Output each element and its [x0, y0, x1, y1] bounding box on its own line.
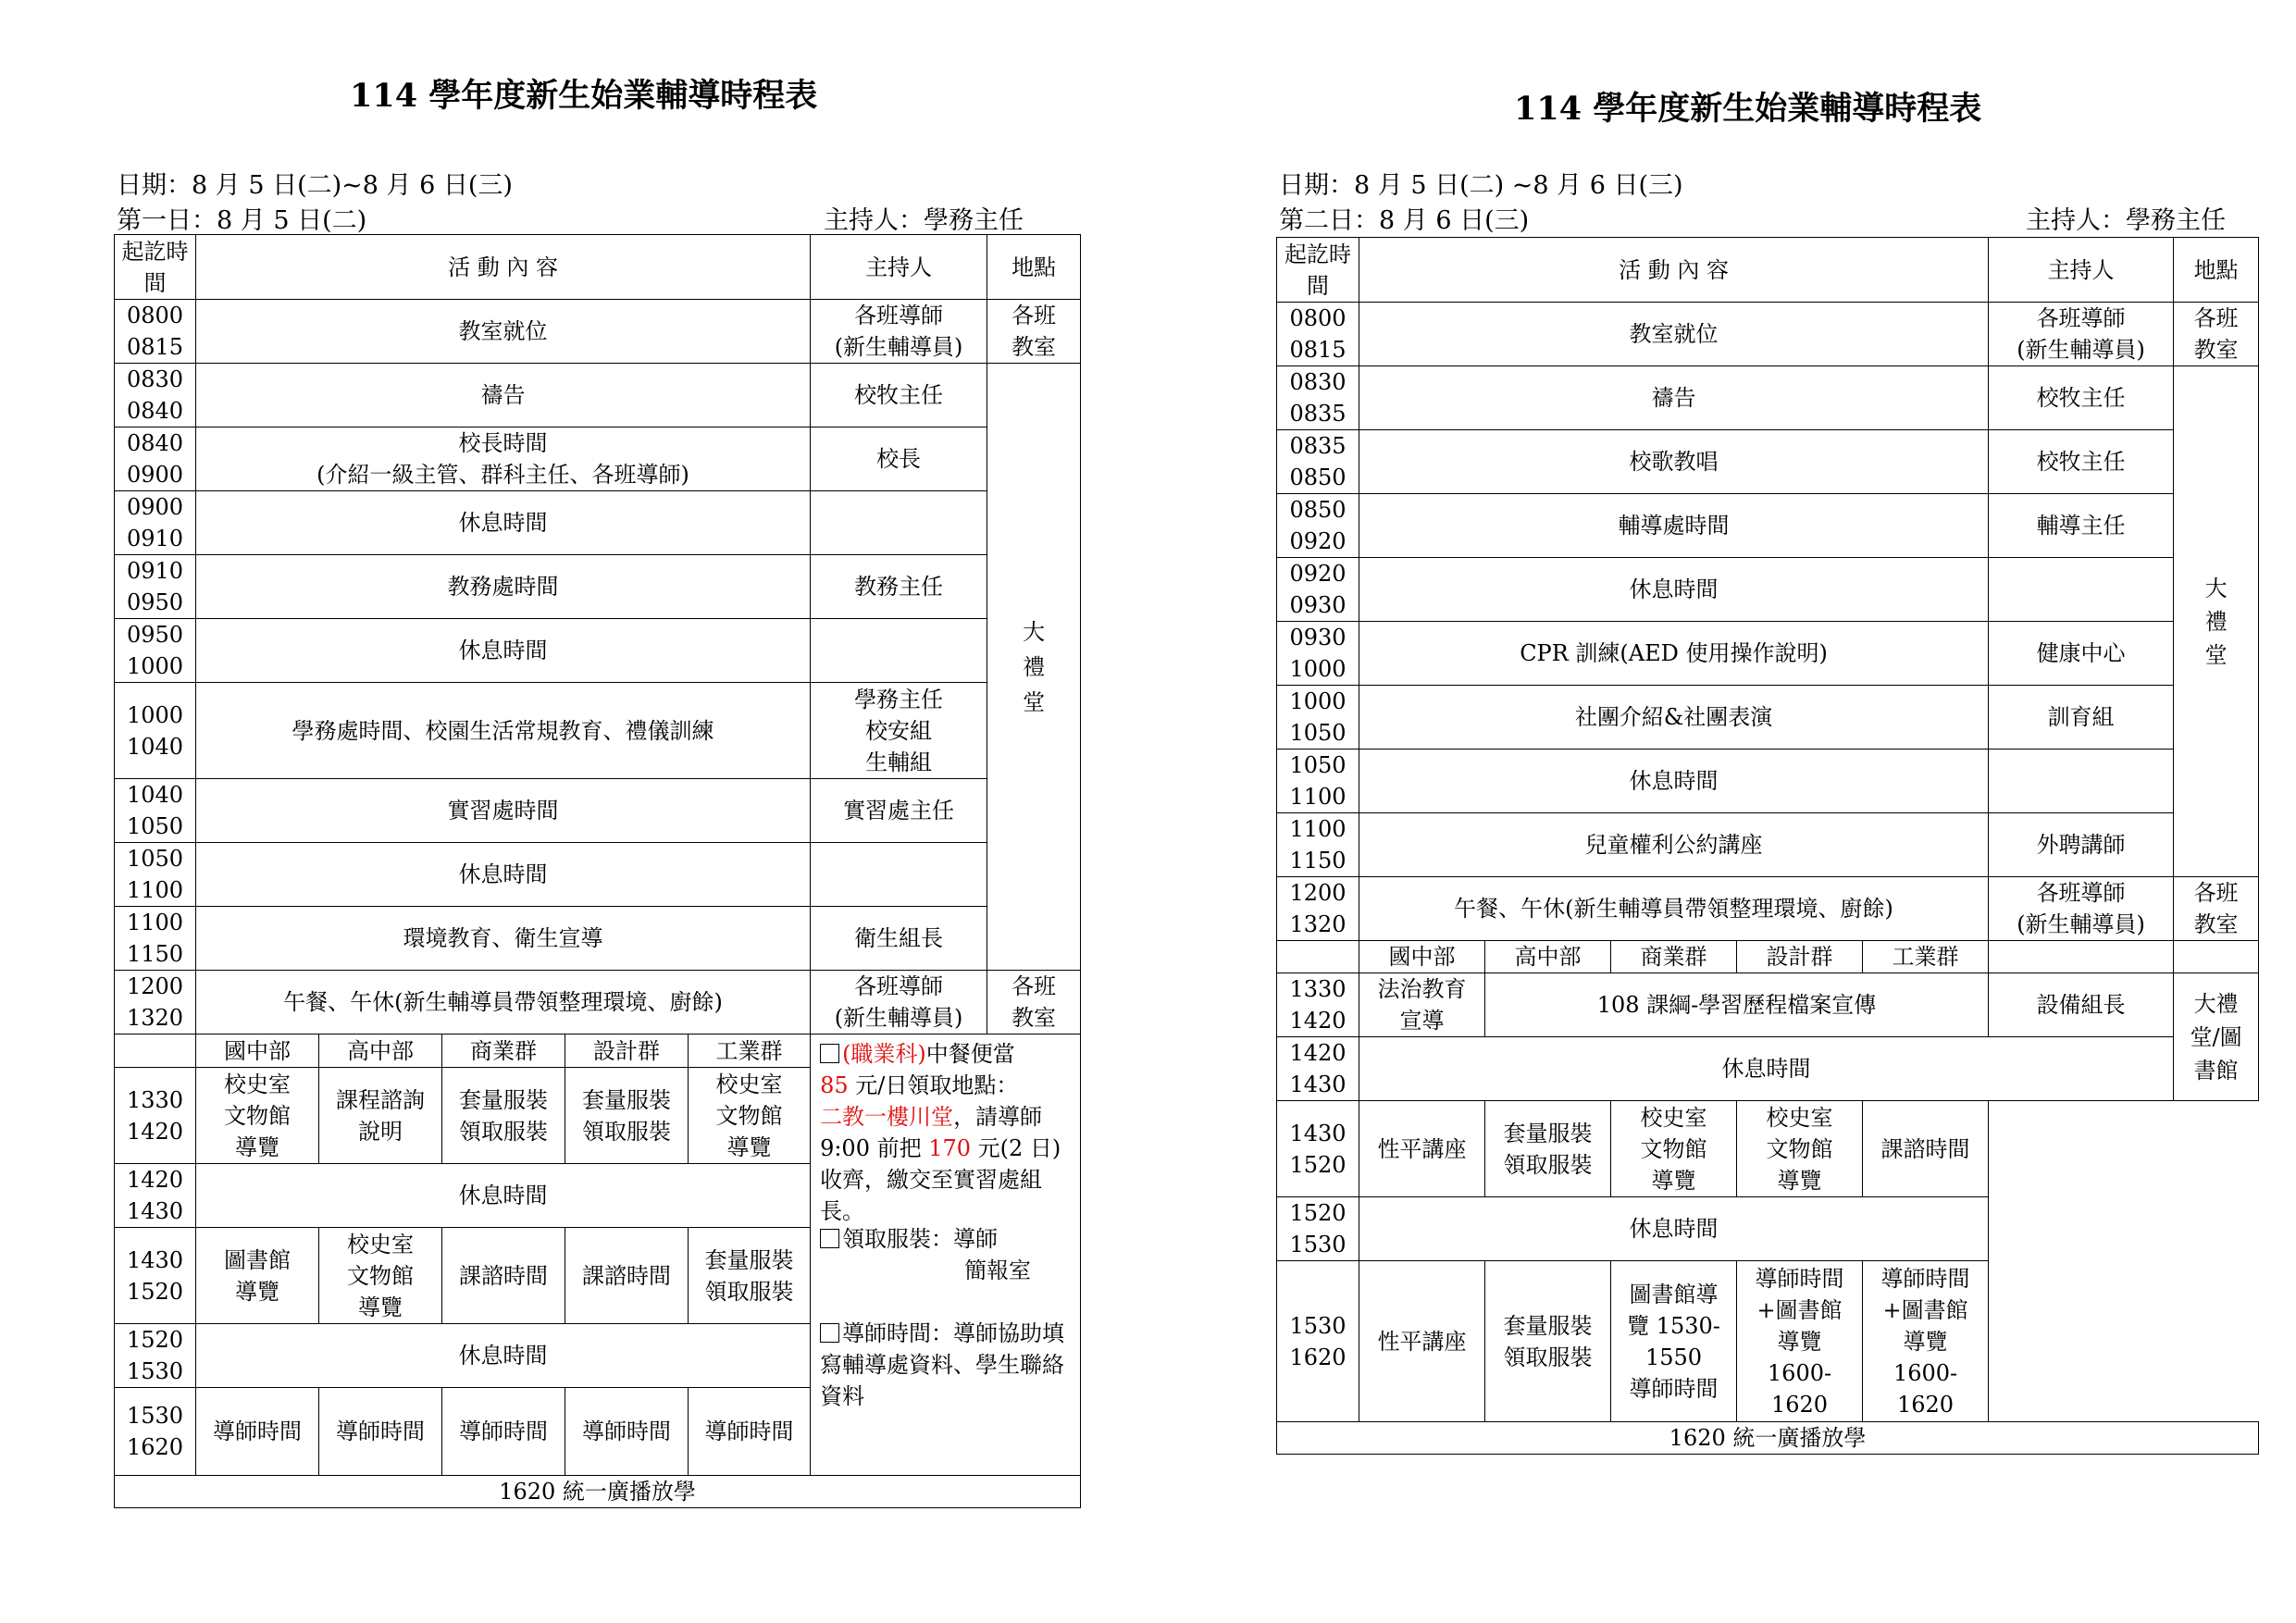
table-row — [1277, 877, 2259, 941]
footer-row — [115, 1476, 1081, 1508]
header-time: 起訖時間 — [1277, 238, 1359, 303]
day1-date-line: 日期：8 月 5 日(二)~8 月 6 日(三) — [117, 171, 513, 200]
checkbox-icon — [820, 1323, 839, 1343]
host-cell: 各班導師 (新生輔導員) — [1989, 303, 2174, 366]
group-activity-cell: 導師時間 — [565, 1388, 689, 1476]
group-activity-cell: 導師時間 — [442, 1388, 565, 1476]
table-header-row — [115, 235, 1081, 300]
group-header: 設計群 — [1737, 941, 1863, 973]
host-cell: 校牧主任 — [1989, 430, 2174, 494]
group-corner-cell — [115, 1035, 196, 1068]
group-activity-cell: 圖書館 導覽 — [196, 1228, 319, 1324]
table-row — [1277, 1101, 2259, 1197]
group-activity-cell: 導師時間 — [689, 1388, 811, 1476]
header-content: 活 動 內 容 — [196, 235, 811, 300]
group-activity-cell: 套量服裝 領取服裝 — [565, 1068, 689, 1164]
host-cell: 各班導師 (新生輔導員) — [811, 300, 987, 364]
group-activity-cell: 性平講座 — [1359, 1101, 1485, 1197]
group-header: 高中部 — [1485, 941, 1611, 973]
host-cell: 校牧主任 — [1989, 366, 2174, 430]
group-header: 工業群 — [689, 1035, 811, 1068]
table-row — [115, 683, 1081, 779]
group-header: 設計群 — [565, 1035, 689, 1068]
table-row — [1277, 558, 2259, 622]
group-activity-cell: 校史室 文物館 導覽 — [689, 1068, 811, 1164]
group-header: 國中部 — [1359, 941, 1485, 973]
group-activity-cell: 導師時間 +圖書館 導覽 1600- 1620 — [1863, 1261, 1989, 1422]
group-activity-cell: 導師時間 +圖書館 導覽 1600- 1620 — [1737, 1261, 1863, 1422]
header-content: 活 動 內 容 — [1359, 238, 1989, 303]
table-row — [115, 619, 1081, 683]
host-cell — [1989, 558, 2174, 622]
activity-cell: 休息時間 — [196, 843, 811, 907]
checkbox-icon — [820, 1044, 839, 1063]
group-header: 高中部 — [319, 1035, 442, 1068]
table-row — [115, 555, 1081, 619]
activity-cell: 休息時間 — [1359, 750, 1989, 813]
place-cell: 大禮 堂/圖 書館 — [2174, 973, 2259, 1101]
table-row — [115, 300, 1081, 364]
group-header: 商業群 — [442, 1035, 565, 1068]
time-cell: 1000 1050 — [1277, 686, 1359, 750]
time-cell: 1330 1420 — [1277, 973, 1359, 1037]
activity-cell: 休息時間 — [196, 1164, 811, 1228]
host-cell: 各班導師 (新生輔導員) — [1989, 877, 2174, 941]
host-cell: 輔導主任 — [1989, 494, 2174, 558]
host-cell: 設備組長 — [1989, 973, 2174, 1037]
activity-cell: 學務處時間、校園生活常規教育、禮儀訓練 — [196, 683, 811, 779]
table-row — [115, 491, 1081, 555]
day2-date-line: 日期：8 月 5 日(二) ~8 月 6 日(三) — [1279, 171, 1683, 200]
time-cell: 1200 1320 — [115, 971, 196, 1035]
activity-cell: 休息時間 — [196, 491, 811, 555]
host-cell: 校長 — [811, 427, 987, 491]
activity-cell: 環境教育、衛生宣導 — [196, 907, 811, 971]
time-cell: 1050 1100 — [115, 843, 196, 907]
group-activity-cell: 套量服裝 領取服裝 — [442, 1068, 565, 1164]
day2-host-line: 主持人：學務主任 — [2026, 206, 2226, 235]
activity-cell: 校長時間 (介紹一級主管、群科主任、各班導師) — [196, 427, 811, 491]
activity-cell: 108 課綱-學習歷程檔案宣傳 — [1485, 973, 1989, 1037]
activity-cell: 禱告 — [196, 364, 811, 427]
table-row — [1277, 973, 2259, 1037]
time-cell: 1420 1430 — [115, 1164, 196, 1228]
blank-area — [1989, 1101, 2259, 1422]
activity-cell: 休息時間 — [1359, 558, 1989, 622]
activity-cell: 午餐、午休(新生輔導員帶領整理環境、廚餘) — [196, 971, 811, 1035]
group-header: 國中部 — [196, 1035, 319, 1068]
day2-day-line: 第二日：8 月 6 日(三) — [1279, 206, 1530, 235]
header-host: 主持人 — [1989, 238, 2174, 303]
time-cell: 1520 1530 — [115, 1324, 196, 1388]
group-activity-cell: 校史室 文物館 導覽 — [1737, 1101, 1863, 1197]
empty-cell — [2174, 941, 2259, 973]
group-activity-cell: 套量服裝 領取服裝 — [1485, 1101, 1611, 1197]
table-row — [1277, 430, 2259, 494]
group-activity-cell: 校史室 文物館 導覽 — [319, 1228, 442, 1324]
place-cell: 各班 教室 — [2174, 303, 2259, 366]
place-cell: 各班 教室 — [987, 971, 1081, 1035]
group-header-row — [1277, 941, 2259, 973]
place-cell: 各班 教室 — [987, 300, 1081, 364]
table-row — [115, 907, 1081, 971]
time-cell: 0830 0835 — [1277, 366, 1359, 430]
table-row — [1277, 303, 2259, 366]
host-cell: 校牧主任 — [811, 364, 987, 427]
day2-title: 114 學年度新生始業輔導時程表 — [1514, 90, 1982, 128]
group-header: 商業群 — [1611, 941, 1737, 973]
header-place: 地點 — [987, 235, 1081, 300]
time-cell: 0850 0920 — [1277, 494, 1359, 558]
time-cell: 1330 1420 — [115, 1068, 196, 1164]
big-hall-place-cell: 大 禮 堂 — [987, 364, 1081, 971]
activity-cell: 校歌教唱 — [1359, 430, 1989, 494]
table-row — [115, 427, 1081, 491]
header-time: 起訖時間 — [115, 235, 196, 300]
group-activity-cell: 圖書館導 覽 1530- 1550 導師時間 — [1611, 1261, 1737, 1422]
footer-cell: 1620 統一廣播放學 — [1277, 1422, 2259, 1455]
uniform-note: 領取服裝：導師 簡報室 — [820, 1223, 1071, 1318]
place-cell: 各班 教室 — [2174, 877, 2259, 941]
time-cell: 1530 1620 — [1277, 1261, 1359, 1422]
time-cell: 1530 1620 — [115, 1388, 196, 1476]
group-header: 工業群 — [1863, 941, 1989, 973]
host-cell — [811, 843, 987, 907]
time-cell: 1050 1100 — [1277, 750, 1359, 813]
table-header-row — [1277, 238, 2259, 303]
day1-day-line: 第一日：8 月 5 日(二) — [117, 206, 367, 235]
big-hall-place-cell: 大 禮 堂 — [2174, 366, 2259, 877]
host-cell: 訓育組 — [1989, 686, 2174, 750]
day1-host-line: 主持人：學務主任 — [824, 206, 1024, 235]
group-activity-cell: 課諮時間 — [1863, 1101, 1989, 1197]
header-host: 主持人 — [811, 235, 987, 300]
activity-cell: 休息時間 — [196, 619, 811, 683]
time-cell: 0800 0815 — [115, 300, 196, 364]
host-cell — [1989, 750, 2174, 813]
group-activity-cell: 課諮時間 — [565, 1228, 689, 1324]
day2-schedule-table — [1276, 237, 2259, 1455]
time-cell: 1100 1150 — [1277, 813, 1359, 877]
homeroom-note: 導師時間：導師協助填寫輔導處資料、學生聯絡資料 — [820, 1320, 1065, 1409]
notes-cell — [811, 1035, 1081, 1476]
host-cell: 外聘講師 — [1989, 813, 2174, 877]
time-cell: 1430 1520 — [115, 1228, 196, 1324]
table-row — [1277, 622, 2259, 686]
activity-cell: 兒童權利公約講座 — [1359, 813, 1989, 877]
table-row — [1277, 1037, 2259, 1101]
time-cell: 1000 1040 — [115, 683, 196, 779]
table-row — [1277, 494, 2259, 558]
footer-row — [1277, 1422, 2259, 1455]
activity-cell: 休息時間 — [196, 1324, 811, 1388]
footer-cell: 1620 統一廣播放學 — [115, 1476, 1081, 1508]
checkbox-icon — [820, 1229, 839, 1248]
lunch-note: (職業科)中餐便當 85 元/日領取地點： 二教一樓川堂，請導師 9:00 前把 170 元(2 日)收齊，繳交至實習處組長。 — [820, 1041, 1061, 1224]
activity-cell: 休息時間 — [1359, 1037, 2174, 1101]
group-activity-cell: 校史室 文物館 導覽 — [196, 1068, 319, 1164]
group-corner-cell — [1277, 941, 1359, 973]
activity-cell: 休息時間 — [1359, 1197, 1989, 1261]
day1-schedule-table — [114, 234, 1081, 1508]
group-activity-cell: 法治教育 宣導 — [1359, 973, 1485, 1037]
activity-cell: 教務處時間 — [196, 555, 811, 619]
table-row — [115, 843, 1081, 907]
activity-cell: CPR 訓練(AED 使用操作說明) — [1359, 622, 1989, 686]
time-cell: 1420 1430 — [1277, 1037, 1359, 1101]
host-cell — [811, 619, 987, 683]
table-row — [1277, 366, 2259, 430]
activity-cell: 輔導處時間 — [1359, 494, 1989, 558]
time-cell: 1520 1530 — [1277, 1197, 1359, 1261]
activity-cell: 社團介紹&社團表演 — [1359, 686, 1989, 750]
group-activity-cell: 套量服裝 領取服裝 — [1485, 1261, 1611, 1422]
host-cell: 實習處主任 — [811, 779, 987, 843]
table-row — [115, 364, 1081, 427]
time-cell: 0900 0910 — [115, 491, 196, 555]
host-cell: 衛生組長 — [811, 907, 987, 971]
group-activity-cell: 導師時間 — [196, 1388, 319, 1476]
activity-cell: 禱告 — [1359, 366, 1989, 430]
host-cell: 各班導師 (新生輔導員) — [811, 971, 987, 1035]
host-cell: 學務主任 校安組 生輔組 — [811, 683, 987, 779]
host-cell — [811, 491, 987, 555]
empty-cell — [1989, 941, 2174, 973]
day1-title: 114 學年度新生始業輔導時程表 — [350, 77, 818, 115]
group-activity-cell: 課諮時間 — [442, 1228, 565, 1324]
activity-cell: 實習處時間 — [196, 779, 811, 843]
time-cell: 0930 1000 — [1277, 622, 1359, 686]
group-header-row — [115, 1035, 1081, 1068]
table-row — [115, 971, 1081, 1035]
time-cell: 1200 1320 — [1277, 877, 1359, 941]
time-cell: 0835 0850 — [1277, 430, 1359, 494]
activity-cell: 教室就位 — [1359, 303, 1989, 366]
time-cell: 0840 0900 — [115, 427, 196, 491]
table-row — [1277, 750, 2259, 813]
time-cell: 0830 0840 — [115, 364, 196, 427]
host-cell: 教務主任 — [811, 555, 987, 619]
time-cell: 1100 1150 — [115, 907, 196, 971]
table-row — [1277, 686, 2259, 750]
time-cell: 1430 1520 — [1277, 1101, 1359, 1197]
header-place: 地點 — [2174, 238, 2259, 303]
activity-cell: 教室就位 — [196, 300, 811, 364]
activity-cell: 午餐、午休(新生輔導員帶領整理環境、廚餘) — [1359, 877, 1989, 941]
group-activity-cell: 導師時間 — [319, 1388, 442, 1476]
time-cell: 0910 0950 — [115, 555, 196, 619]
table-row — [115, 779, 1081, 843]
time-cell: 1040 1050 — [115, 779, 196, 843]
group-activity-cell: 性平講座 — [1359, 1261, 1485, 1422]
time-cell: 0920 0930 — [1277, 558, 1359, 622]
host-cell: 健康中心 — [1989, 622, 2174, 686]
group-activity-cell: 校史室 文物館 導覽 — [1611, 1101, 1737, 1197]
time-cell: 0800 0815 — [1277, 303, 1359, 366]
group-activity-cell: 課程諮詢 說明 — [319, 1068, 442, 1164]
group-activity-cell: 套量服裝 領取服裝 — [689, 1228, 811, 1324]
table-row — [1277, 813, 2259, 877]
time-cell: 0950 1000 — [115, 619, 196, 683]
